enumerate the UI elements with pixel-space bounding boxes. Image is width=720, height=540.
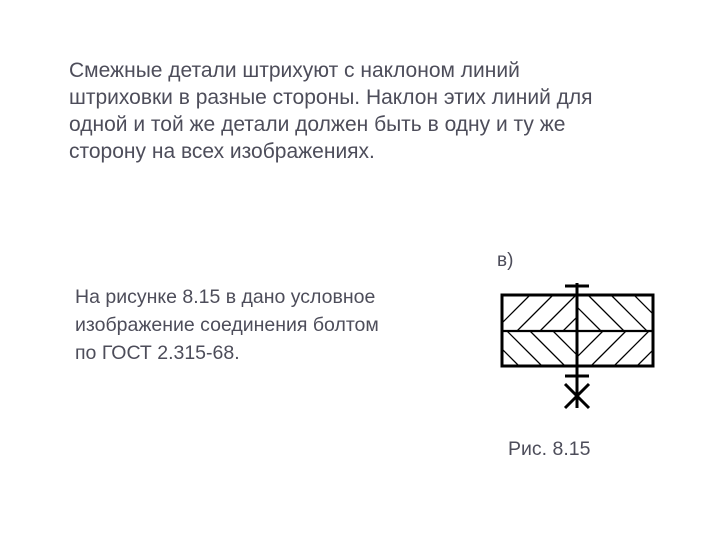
intro-line: одной и той же детали должен быть в одну и ту же — [69, 113, 566, 136]
figure-caption: Рис. 8.15 — [508, 438, 591, 460]
figure-label: в) — [497, 250, 514, 271]
note-line: На рисунке 8.15 в дано условное — [75, 286, 376, 308]
note-line: изображение соединения болтом — [75, 314, 379, 336]
intro-line: штриховки в разные стороны. Наклон этих линий для — [69, 86, 593, 109]
hatching-lower-left — [484, 331, 588, 366]
hatching-lower-right — [568, 331, 672, 366]
note-line: по ГОСТ 2.315-68. — [75, 342, 240, 364]
intro-line: Смежные детали штрихуют с наклоном линий — [69, 59, 520, 82]
intro-line: сторону на всех изображениях. — [69, 140, 375, 163]
